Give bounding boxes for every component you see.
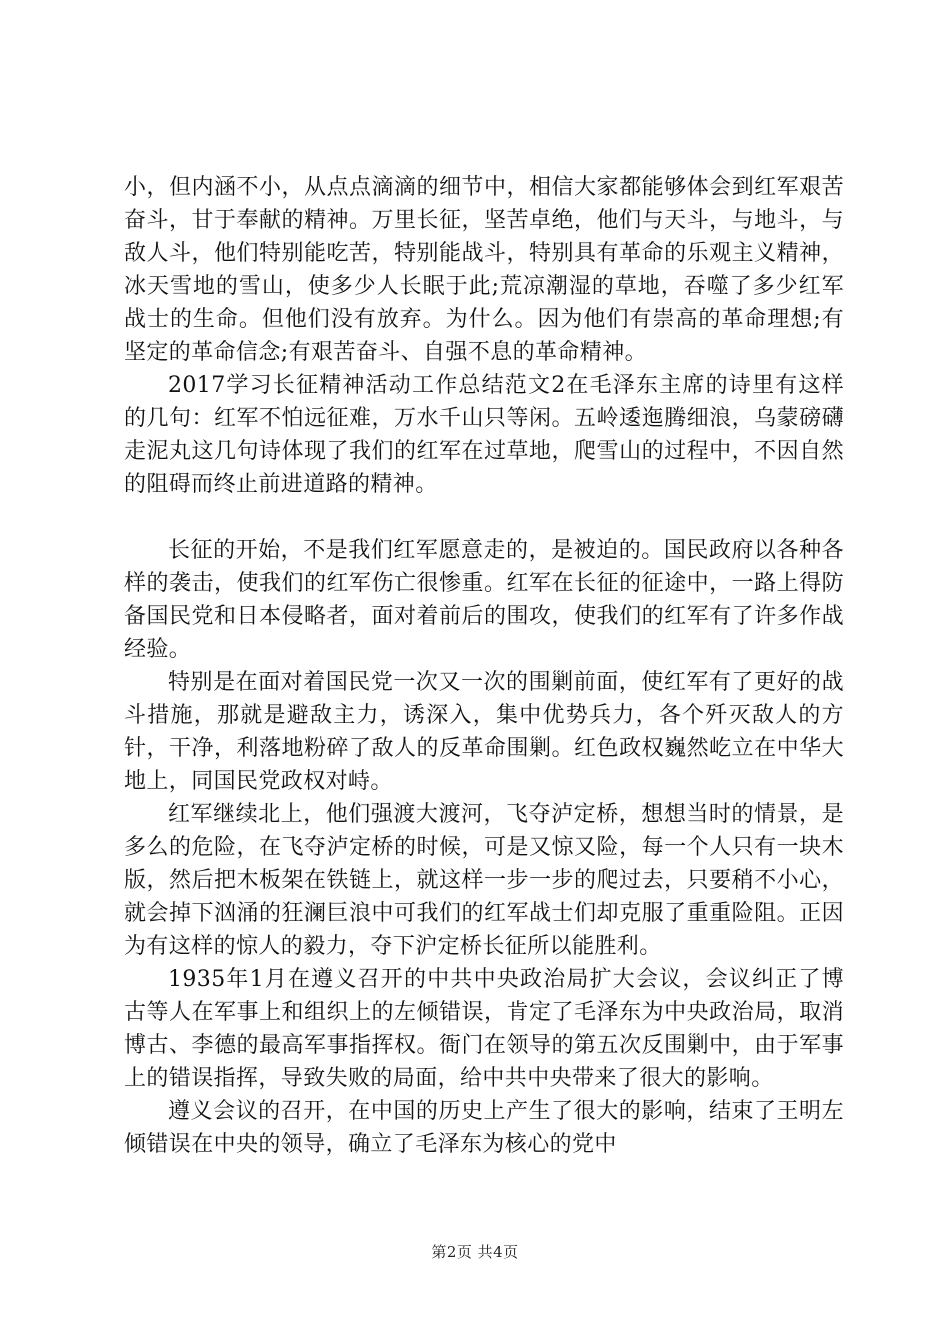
body-text <box>124 171 844 1161</box>
paragraph-5: 红军继续北上，他们强渡大渡河，飞夺泸定桥，想想当时的情景，是多么的危险，在飞夺泸定桥的时候，可是又惊又险，每一个人只有一块木版，然后把木板架在铁链上，就这样一步一步的爬过去，只要稍不小心，就会掉下汹涌的狂澜巨浪中可我们的红军战士们却克服了重重险阻。正因为有这样的惊人的毅力，夺下沪定桥长征所以能胜利。 <box>124 802 844 959</box>
paragraph-6: 1935年1月在遵义召开的中共中央政治局扩大会议，会议纠正了博古等人在军事上和组织上的左倾错误，肯定了毛泽东为中央政治局，取消博古、李德的最高军事指挥权。衙门在领导的第五次反围剿中，由于军事上的错误指挥，导致失败的局面，给中共中央带来了很大的影响。 <box>124 967 844 1091</box>
paragraph-1: 小，但内涵不小，从点点滴滴的细节中，相信大家都能够体会到红军艰苦奋斗，甘于奉献的精神。万里长征，坚苦卓绝，他们与天斗，与地斗，与敌人斗，他们特别能吃苦，特别能战斗，特别具有革命的乐观主义精神，冰天雪地的雪山，使多少人长眠于此;荒凉潮湿的草地，吞噬了多少红军战士的生命。但他们没有放弃。为什么。因为他们有崇高的革命理想;有坚定的革命信念;有艰苦奋斗、自强不息的革命精神。 <box>124 175 844 365</box>
paragraph-2: 2017学习长征精神活动工作总结范文2在毛泽东主席的诗里有这样的几句：红军不怕远征难，万水千山只等闲。五岭逶迤腾细浪，乌蒙磅礴走泥丸这几句诗体现了我们的红军在过草地，爬雪山的过程中，不因自然的阻碍而终止前进道路的精神。 <box>124 373 844 497</box>
paragraph-7: 遵义会议的召开，在中国的历史上产生了很大的影响，结束了王明左倾错误在中央的领导，确立了毛泽东为核心的党中 <box>124 1099 844 1157</box>
page-number-footer: 第2页 共4页 <box>431 1243 519 1261</box>
paragraph-3: 长征的开始，不是我们红军愿意走的，是被迫的。国民政府以各种各样的袭击，使我们的红军伤亡很惨重。红军在长征的征途中，一路上得防备国民党和日本侵略者，面对着前后的围攻，使我们的红军有了许多作战经验。 <box>124 538 844 662</box>
paragraph-4: 特别是在面对着国民党一次又一次的围剿前面，使红军有了更好的战斗措施，那就是避敌主力，诱深入，集中优势兵力，各个歼灭敌人的方针，干净，利落地粉碎了敌人的反革命围剿。红色政权巍然屹立在中华大地上，同国民党政权对峙。 <box>124 670 844 794</box>
